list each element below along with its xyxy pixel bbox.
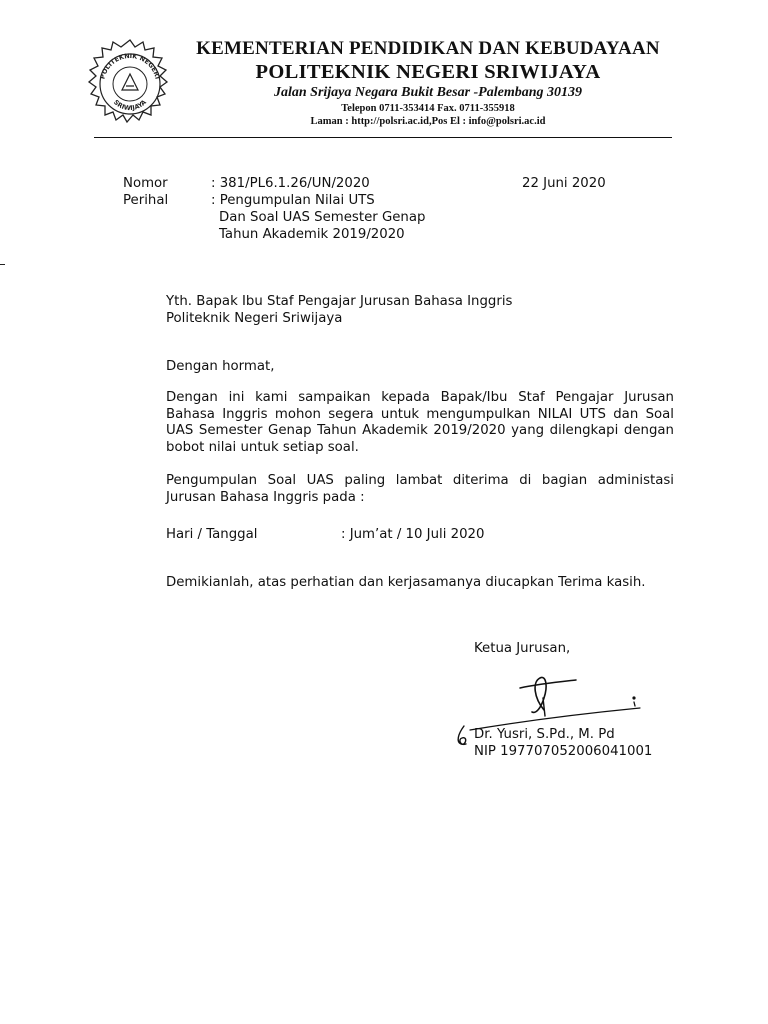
closing-text: Demikianlah, atas perhatian dan kerjasamanya diucapkan Terima kasih. — [166, 575, 646, 590]
recipient-line-1: Yth. Bapak Ibu Staf Pengajar Jurusan Bahasa Inggris — [166, 294, 513, 309]
logo-text-bottom: SRIWIJAYA — [112, 98, 148, 113]
institution-address: Jalan Srijaya Negara Bukit Besar -Palembang 30139 — [273, 85, 583, 100]
perihal-label: Perihal — [123, 193, 169, 208]
perihal-line-1: : Pengumpulan Nilai UTS — [211, 193, 375, 208]
institution-name: POLITEKNIK NEGERI SRIWIJAYA — [255, 61, 601, 83]
nomor-value: : 381/PL6.1.26/UN/2020 — [211, 176, 370, 191]
deadline-label: Hari / Tanggal — [166, 527, 258, 542]
letterhead-divider — [94, 137, 672, 138]
svg-text:SRIWIJAYA — [112, 98, 148, 112]
ministry-name: KEMENTERIAN PENDIDIKAN DAN KEBUDAYAAN — [196, 38, 660, 59]
logo-text-top: POLITEKNIK NEGERI — [98, 51, 162, 80]
body-paragraph-1: Dengan ini kami sampaikan kepada Bapak/Ibu Staf Pengajar Jurusan Bahasa Inggris mohon segera untuk mengumpulkan NILAI UTS dan Soal UAS Semester Genap Tahun Akademik 2019/2020 yang dilengkapi dengan bobot nilai untuk setiap soal. — [166, 390, 674, 455]
perihal-line-3: Tahun Akademik 2019/2020 — [219, 227, 405, 242]
institution-logo — [82, 36, 178, 132]
signatory-title: Ketua Jurusan, — [474, 641, 571, 656]
logo-emblem — [122, 74, 138, 90]
signatory-name: Dr. Yusri, S.Pd., M. Pd — [474, 727, 615, 742]
nomor-label: Nomor — [123, 176, 168, 191]
recipient-line-2: Politeknik Negeri Sriwijaya — [166, 311, 343, 326]
perihal-line-2: Dan Soal UAS Semester Genap — [219, 210, 426, 225]
signatory-nip: NIP 197707052006041001 — [474, 744, 653, 759]
salutation: Dengan hormat, — [166, 359, 275, 374]
deadline-value: : Jum’at / 10 Juli 2020 — [341, 527, 485, 542]
logo-inner-ring — [113, 67, 147, 101]
svg-text:POLITEKNIK NEGERI — [99, 52, 162, 80]
institution-phone: Telepon 0711-353414 Fax. 0711-355918 — [341, 103, 515, 114]
letter-date: 22 Juni 2020 — [522, 176, 606, 191]
margin-mark — [0, 264, 5, 265]
institution-web: Laman : http://polsri.ac.id,Pos El : info@polsri.ac.id — [310, 116, 546, 127]
body-paragraph-2: Pengumpulan Soal UAS paling lambat diterima di bagian administasi Jurusan Bahasa Inggris pada : — [166, 473, 674, 505]
